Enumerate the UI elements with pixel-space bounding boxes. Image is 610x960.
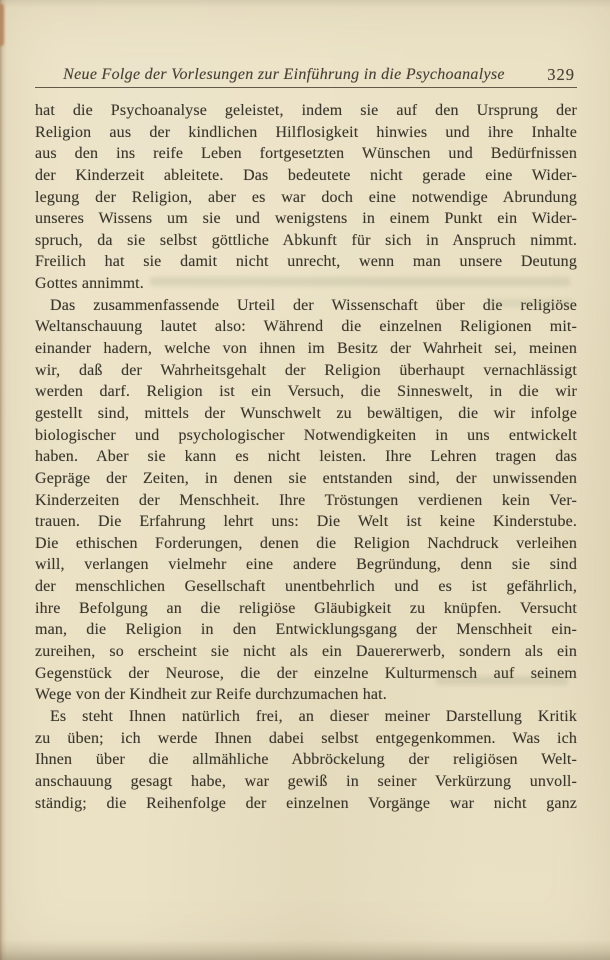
running-head bbox=[35, 64, 577, 88]
text-line: zureihen, so erscheint sie nicht als ein Dauererwerb, sondern als ein bbox=[35, 643, 577, 661]
text-line: der Kinderzeit ableitete. Das bedeutete nicht gerade eine Wider- bbox=[35, 166, 577, 184]
text-block bbox=[35, 100, 577, 814]
text-line: man, die Religion in den Entwicklungsgang der Menschheit ein- bbox=[35, 621, 577, 639]
text-line: Gepräge der Zeiten, in denen sie entstanden sind, der unwissenden bbox=[35, 469, 577, 487]
page-edge-bottom bbox=[0, 940, 610, 960]
text-line: Kinderzeiten der Menschheit. Ihre Tröstungen verdienen kein Ver- bbox=[35, 491, 577, 509]
text-line: Gegenstück der Neurose, die der einzelne Kulturmensch auf seinem bbox=[35, 664, 577, 682]
text-line: Wege von der Kindheit zur Reife durchzumachen hat. bbox=[35, 686, 387, 704]
text-line: aus den ins reife Leben fortgesetzten Wünschen und Bedürfnissen bbox=[35, 145, 577, 163]
text-line: Die ethischen Forderungen, denen die Religion Nachdruck verleihen bbox=[35, 534, 577, 552]
text-line: der menschlichen Gesellschaft unentbehrlich und es ist gefährlich, bbox=[35, 578, 577, 596]
text-line: haben. Aber sie kann es nicht leisten. Ihre Lehren tragen das bbox=[35, 448, 577, 466]
text-line: ihre Befolgung an die religiöse Gläubigkeit zu knüpfen. Versucht bbox=[35, 599, 577, 617]
text-line: hat die Psychoanalyse geleistet, indem sie auf den Ursprung der bbox=[35, 102, 577, 119]
text-line: anschauung gesagt habe, war gewiß in seiner Verkürzung unvoll- bbox=[35, 772, 577, 790]
page-edge-top bbox=[0, 0, 610, 8]
text-line: wir, daß der Wahrheitsgehalt der Religion überhaupt vernachlässigt bbox=[35, 361, 577, 379]
text-line: unseres Wissens um sie und wenigstens in einem Punkt ein Wider- bbox=[35, 210, 577, 228]
page-edge-left bbox=[0, 0, 7, 960]
text-line: Religion aus der kindlichen Hilflosigkeit hinwies und ihre Inhalte bbox=[35, 123, 577, 141]
text-line: Das zusammenfassende Urteil der Wissenschaft über die religiöse bbox=[50, 296, 577, 314]
text-line: trauen. Die Erfahrung lehrt uns: Die Welt ist keine Kinderstube. bbox=[35, 513, 577, 531]
page-number: 329 bbox=[547, 65, 575, 84]
text-line: will, verlangen vielmehr eine andere Begründung, denn sie sind bbox=[35, 556, 577, 574]
text-line: Ihnen über die allmähliche Abbröckelung der religiösen Welt- bbox=[35, 751, 577, 769]
text-line: biologischer und psychologischer Notwendigkeiten in uns entwickelt bbox=[35, 426, 577, 444]
text-line: Weltanschauung lautet also: Während die einzelnen Religionen mit- bbox=[35, 318, 577, 336]
page-edge-corner-mark bbox=[0, 4, 4, 46]
text-line: Freilich hat sie damit nicht unrecht, wenn man unsere Deutung bbox=[35, 253, 577, 271]
text-line: einander hadern, welche von ihnen im Besitz der Wahrheit sei, meinen bbox=[35, 340, 577, 358]
text-line: werden darf. Religion ist ein Versuch, die Sinneswelt, in die wir bbox=[35, 383, 577, 401]
text-line: Gottes annimmt. bbox=[35, 275, 144, 293]
text-line: zu üben; ich werde Ihnen dabei selbst entgegenkommen. Was ich bbox=[35, 729, 577, 747]
text-line: ständig; die Reihenfolge der einzelnen Vorgänge war nicht ganz bbox=[35, 794, 577, 812]
text-line: legung der Religion, aber es war doch eine notwendige Abrundung bbox=[35, 188, 577, 206]
running-head-title: Neue Folge der Vorlesungen zur Einführung in die Psychoanalyse bbox=[63, 66, 505, 83]
text-line: Es steht Ihnen natürlich frei, an dieser meiner Darstellung Kritik bbox=[50, 707, 577, 725]
text-line: spruch, da sie selbst göttliche Abkunft für sich in Anspruch nimmt. bbox=[35, 231, 577, 249]
text-line: gestellt sind, mittels der Wunschwelt zu bewältigen, die wir infolge bbox=[35, 404, 577, 422]
